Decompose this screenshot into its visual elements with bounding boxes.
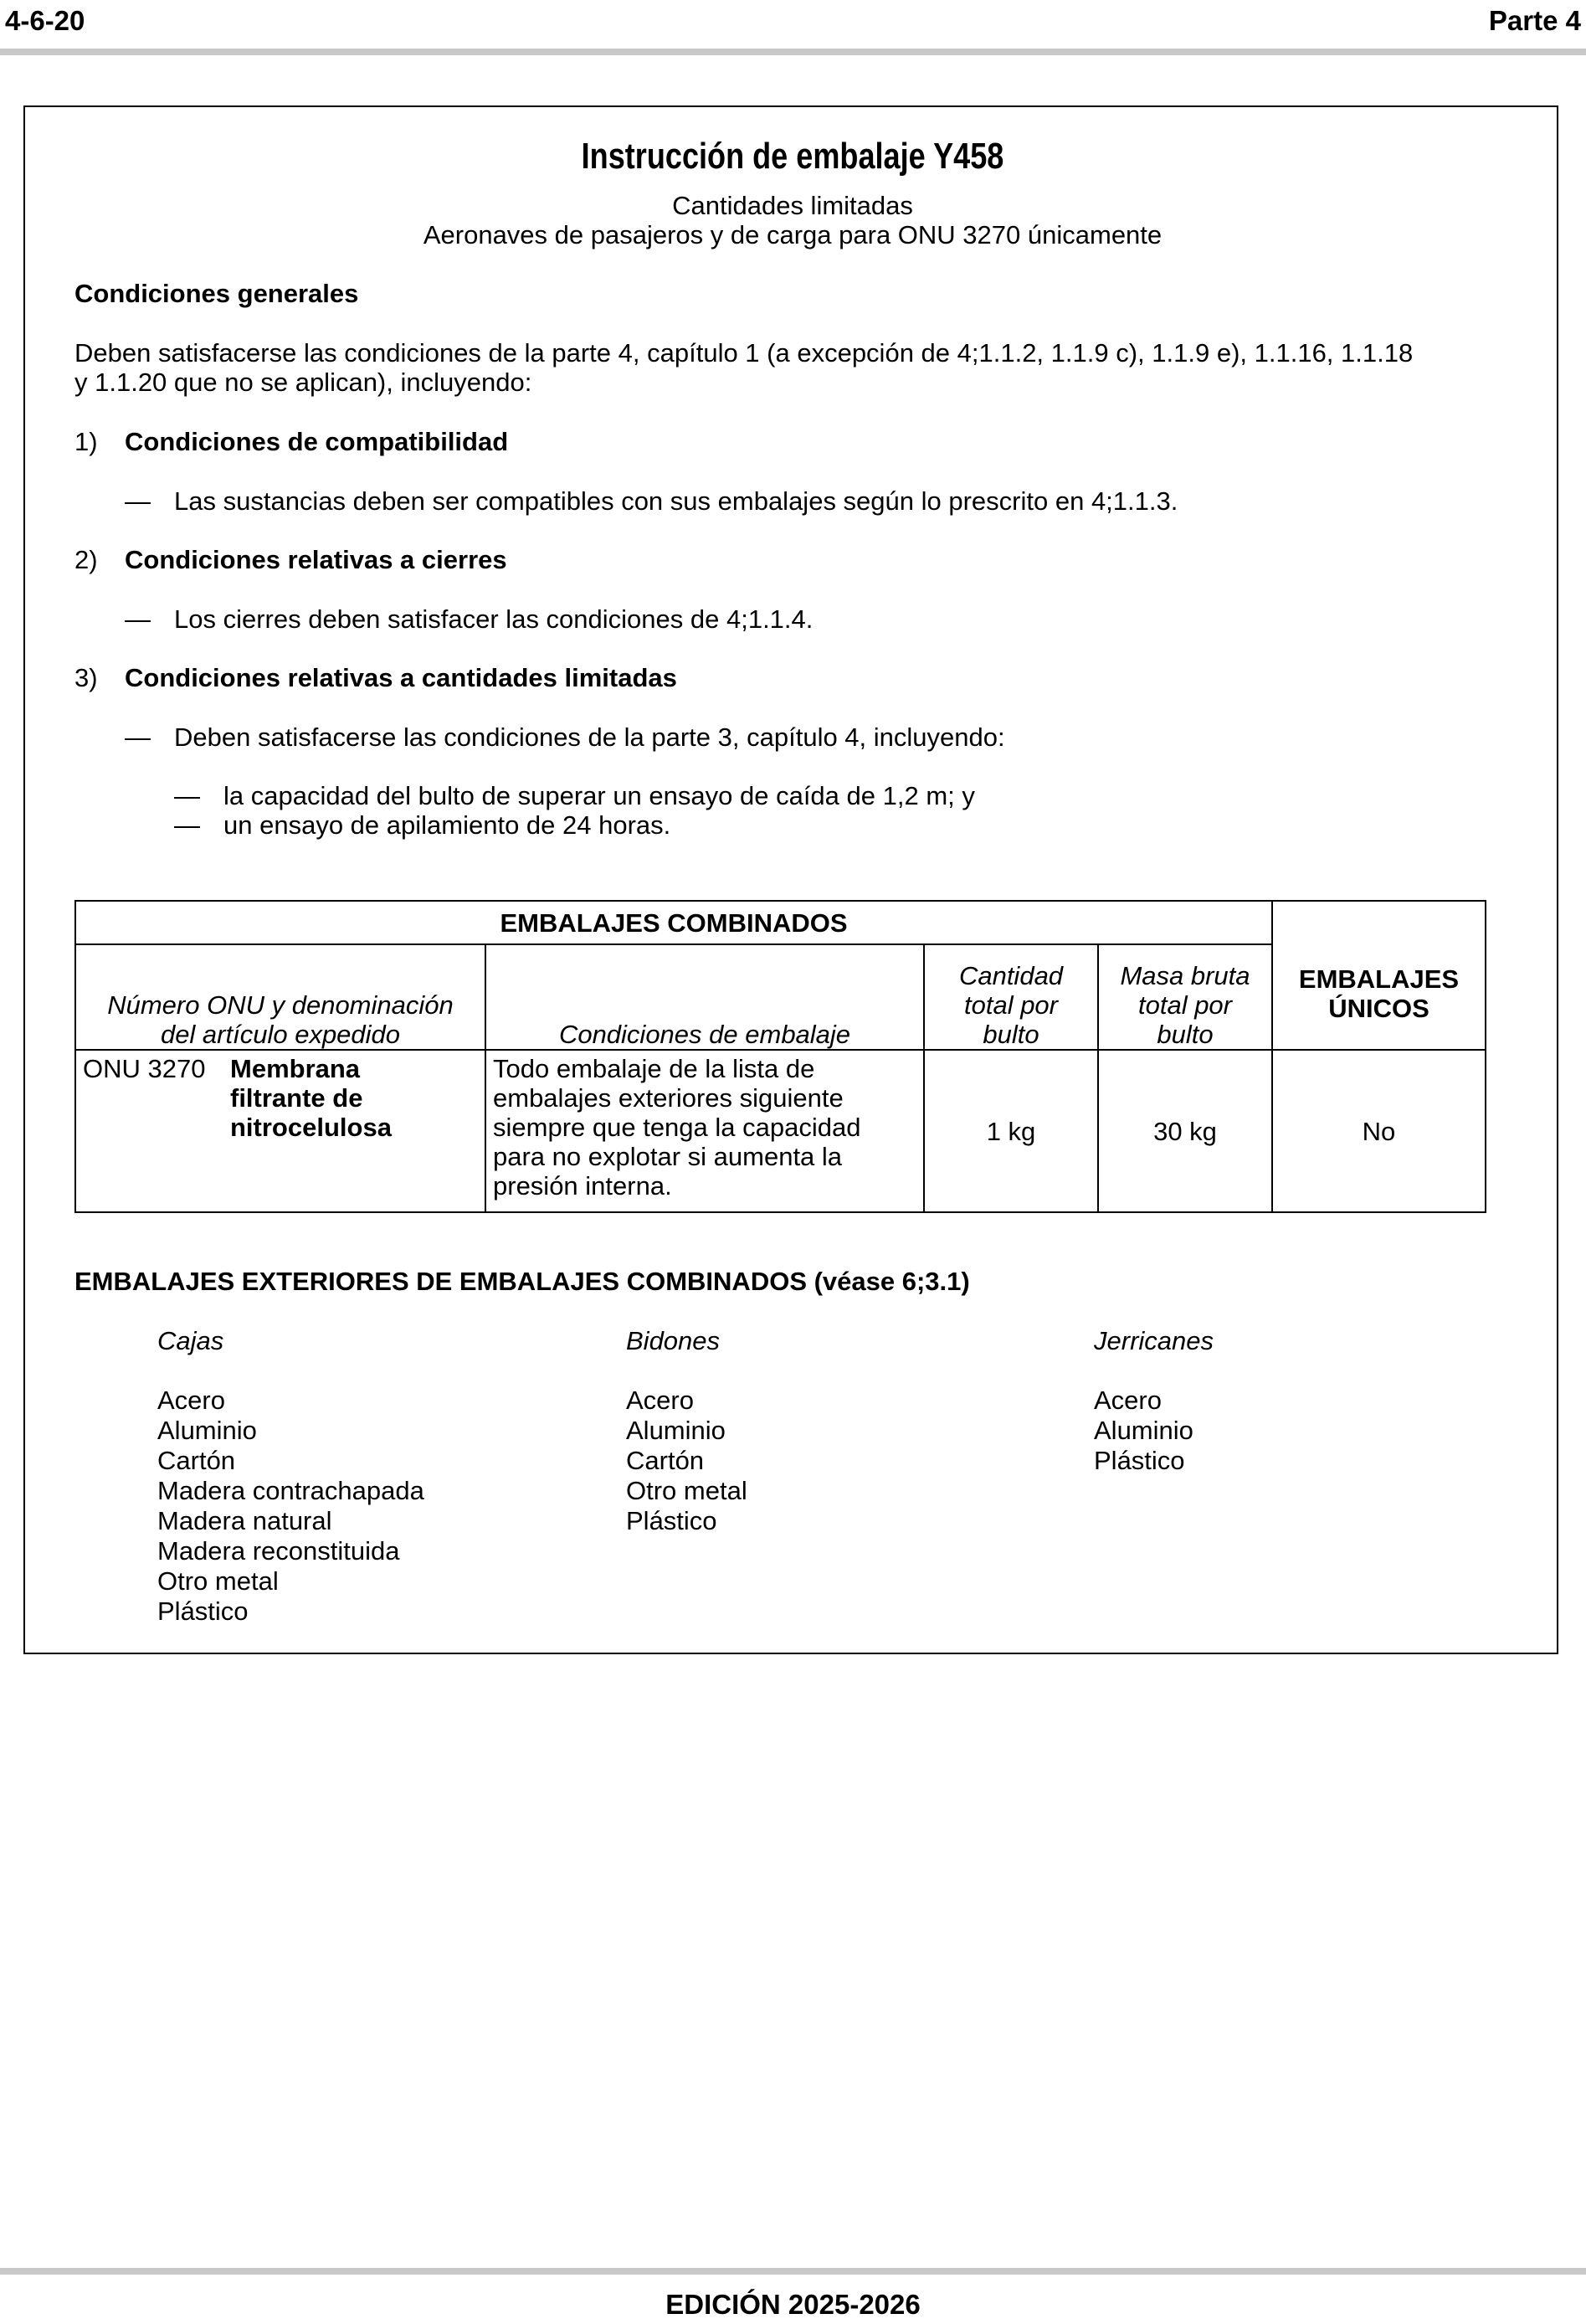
column-header-quantity-line-1: Cantidad [958, 961, 1064, 990]
condition-3-text: Deben satisfacerse las condiciones de la parte 3, capítulo 4, incluyendo: [174, 722, 1005, 752]
condition-3-subitem-1-text: la capacidad del bulto de superar un ensayo de caída de 1,2 m; y [223, 781, 975, 810]
instruction-subtitle-2: Aeronaves de pasajeros y de carga para ONU 3270 únicamente [423, 220, 1163, 249]
single-packagings-label-line-1: EMBALAJES [1298, 964, 1460, 994]
table-row [75, 1050, 1486, 1212]
list-item: Madera contrachapada [157, 1476, 424, 1505]
outer-column-boxes-title: Cajas [157, 1326, 224, 1355]
un-number: ONU 3270 [83, 1054, 206, 1083]
list-item: Plástico [626, 1506, 717, 1535]
combined-packagings-header [75, 901, 1272, 944]
column-header-gross-mass-line-3: bulto [1157, 1020, 1214, 1049]
packing-conditions-line-5: presión interna. [493, 1171, 672, 1201]
condition-1-dash: — [125, 486, 151, 516]
list-item: Acero [157, 1386, 225, 1415]
outer-packagings-heading: EMBALAJES EXTERIORES DE EMBALAJES COMBINADOS (véase 6;3.1) [74, 1267, 970, 1296]
packing-conditions-line-3: siempre que tenga la capacidad [493, 1113, 861, 1142]
cell-quantity [924, 1050, 1098, 1212]
condition-3-subitem-2-dash: — [174, 810, 200, 840]
list-item: Otro metal [626, 1476, 747, 1505]
outer-column-drums-items [626, 1386, 747, 1536]
general-text-line-1: Deben satisfacerse las condiciones de la parte 4, capítulo 1 (a excepción de 4;1.1.2, 1.1.9 c), 1.1.9 e), 1.1.16, 1.1.18 [74, 338, 1414, 368]
column-header-quantity [924, 944, 1098, 1050]
outer-column-boxes-items [157, 1386, 424, 1627]
condition-1-text: Las sustancias deben ser compatibles con sus embalajes según lo prescrito en 4;1.1.3. [174, 486, 1178, 516]
condition-3-heading: Condiciones relativas a cantidades limitadas [125, 663, 677, 692]
instruction-frame [23, 105, 1558, 1654]
quantity-value: 1 kg [986, 1116, 1036, 1146]
condition-3-dash: — [125, 722, 151, 752]
list-item: Plástico [157, 1596, 249, 1626]
header-rule [0, 49, 1586, 55]
list-item: Aluminio [1094, 1416, 1193, 1445]
list-item: Cartón [626, 1446, 705, 1475]
column-header-un-name [75, 944, 485, 1050]
page-header [0, 0, 1586, 54]
edition-label: EDICIÓN 2025-2026 [665, 2289, 921, 2320]
header-doc-number: 4-6-20 [5, 5, 85, 36]
cell-single-packagings [1272, 1050, 1486, 1212]
general-heading: Condiciones generales [74, 279, 359, 308]
proper-shipping-name-line-2: filtrante de [230, 1083, 363, 1113]
gross-mass-value: 30 kg [1153, 1116, 1217, 1146]
condition-2-number: 2) [74, 545, 98, 574]
proper-shipping-name [230, 1054, 392, 1142]
packing-conditions-line-4: para no explotar si aumenta la [493, 1142, 843, 1171]
footer-rule [0, 2268, 1586, 2275]
list-item: Acero [626, 1386, 694, 1415]
outer-column-jerricans-title: Jerricanes [1094, 1326, 1214, 1355]
header-part: Parte 4 [1488, 5, 1581, 36]
proper-shipping-name-line-1: Membrana [230, 1054, 361, 1083]
outer-column-drums-title: Bidones [626, 1326, 721, 1355]
column-header-quantity-line-3: bulto [983, 1020, 1039, 1049]
outer-column-jerricans-items [1094, 1386, 1193, 1476]
list-item: Plástico [1094, 1446, 1185, 1475]
list-item: Aluminio [157, 1416, 257, 1445]
condition-1-heading: Condiciones de compatibilidad [125, 427, 509, 456]
list-item: Madera natural [157, 1506, 332, 1535]
column-header-un-name-line-2: del artículo expedido [160, 1020, 401, 1049]
condition-1-number: 1) [74, 427, 98, 456]
list-item: Aluminio [626, 1416, 726, 1445]
condition-3-subitem-1-dash: — [174, 781, 200, 810]
single-packagings-header [1272, 901, 1486, 1050]
list-item: Madera reconstituida [157, 1536, 400, 1566]
column-header-quantity-line-2: total por [963, 990, 1058, 1020]
list-item: Otro metal [157, 1566, 279, 1596]
condition-2-dash: — [125, 604, 151, 634]
cell-un-entry [75, 1050, 485, 1212]
cell-gross-mass [1098, 1050, 1272, 1212]
general-text-line-2: y 1.1.20 que no se aplican), incluyendo: [74, 368, 532, 397]
column-header-gross-mass-line-1: Masa bruta [1120, 961, 1250, 990]
list-item: Cartón [157, 1446, 236, 1475]
page-footer [0, 2260, 1586, 2324]
list-item: Acero [1094, 1386, 1162, 1415]
instruction-title: Instrucción de embalaje Y458 [581, 136, 1004, 177]
column-header-gross-mass [1098, 944, 1272, 1050]
proper-shipping-name-line-3: nitrocelulosa [230, 1113, 392, 1142]
packing-conditions-line-2: embalajes exteriores siguiente [493, 1083, 844, 1113]
packing-table [74, 900, 1486, 1213]
column-header-un-name-line-1: Número ONU y denominación [107, 990, 454, 1020]
combined-packagings-label: EMBALAJES COMBINADOS [500, 907, 848, 938]
condition-2-text: Los cierres deben satisfacer las condiciones de 4;1.1.4. [174, 604, 814, 634]
column-header-gross-mass-line-2: total por [1137, 990, 1232, 1020]
condition-3-subitem-2-text: un ensayo de apilamiento de 24 horas. [223, 810, 671, 840]
condition-3-number: 3) [74, 663, 98, 692]
packing-conditions-line-1: Todo embalaje de la lista de [493, 1054, 815, 1083]
column-header-conditions-label: Condiciones de embalaje [558, 1020, 851, 1049]
single-packagings-value: No [1362, 1116, 1396, 1146]
condition-2-heading: Condiciones relativas a cierres [125, 545, 507, 574]
cell-packing-conditions [485, 1050, 924, 1212]
instruction-subtitle-1: Cantidades limitadas [672, 191, 913, 220]
column-header-conditions [485, 944, 924, 1050]
single-packagings-label-line-2: ÚNICOS [1328, 994, 1429, 1023]
